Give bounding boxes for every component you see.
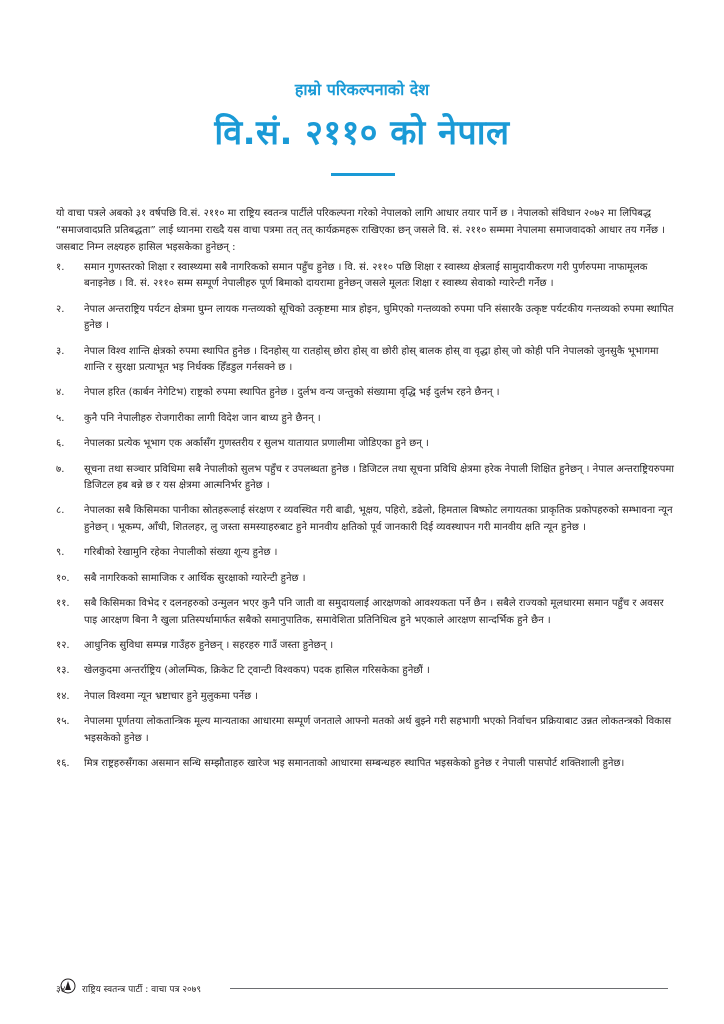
item-text: नेपाल अन्तराष्ट्रिय पर्यटन क्षेत्रमा घुम्न लायक गन्तव्यको सूचिको उत्कृष्टमा मात्र होइन, घुमिएको गन्तव्यको रुपमा पनि संसारकै उत्कृष्ट पर्यटकीय गन्तव्यको रुपमा स्थापित हुनेछ । bbox=[84, 303, 674, 332]
item-text: नेपालका प्रत्येक भूभाग एक अर्कासँग गुणस्तरीय र सुलभ यातायात प्रणालीमा जोडिएका हुने छन् । bbox=[84, 438, 429, 450]
page-title: वि.सं. २११० को नेपाल bbox=[214, 113, 510, 153]
item-number: ५. bbox=[56, 412, 65, 424]
item-number: ८. bbox=[56, 505, 65, 517]
list-item bbox=[56, 545, 676, 561]
item-text: गरिबीको रेखामुनि रहेका नेपालीको संख्या शून्य हुनेछ । bbox=[84, 547, 278, 559]
item-number: २. bbox=[56, 303, 65, 315]
item-number: १०. bbox=[56, 572, 70, 584]
item-number: १. bbox=[56, 262, 65, 273]
list-item bbox=[56, 571, 676, 587]
item-text: नेपाल विश्वमा न्यून भ्रष्टाचार हुने मुलुकमा पर्नेछ । bbox=[84, 690, 259, 702]
item-text: नेपाल हरित (कार्बन नेगेटिभ) राष्ट्रको रुपमा स्थापित हुनेछ । दुर्लभ वन्य जन्तुको संख्यामा वृद्धि भई दुर्लभ रहने छैनन् । bbox=[84, 387, 500, 399]
goals-list bbox=[56, 260, 676, 772]
item-number: ११. bbox=[56, 598, 70, 610]
item-text: नेपालमा पूर्णतया लोकतान्त्रिक मूल्य मान्यताका आधारमा सम्पूर्ण जनताले आफ्नो मतको अर्थ बुझ्ने गरी सहभागी भएको निर्वाचन प्रक्रियाबाट उन्नत लोकतन्त्रको विकास भइसकेको हुनेछ । bbox=[84, 716, 672, 744]
list-item bbox=[56, 663, 676, 679]
list-item bbox=[56, 689, 676, 705]
item-number: १६. bbox=[56, 757, 70, 769]
list-item bbox=[56, 260, 676, 293]
item-text: खेलकुदमा अन्तर्राष्ट्रिय (ओलम्पिक, क्रिकेट टि ट्वान्टी विश्वकप) पदक हासिल गरिसकेका हुनेछौं । bbox=[84, 665, 430, 677]
item-number: ९. bbox=[56, 547, 65, 559]
list-item bbox=[56, 411, 676, 427]
item-text: समान गुणस्तरको शिक्षा र स्वास्थ्यमा सबै नागरिकको समान पहुँच हुनेछ । वि. सं. २११० पछि शिक्षा र स्वास्थ्य क्षेत्रलाई सामुदायीकरण गरी पुर्णरुपमा नाफामूलक बनाइनेछ । वि. सं. २११० सम्म सम्पूर्ण नेपालीहरु पूर्ण बिमाको दायरामा हुनेछन् जसले मूलतः शिक्षा र स्वास्थ्य सेवाको ग्यारेन्टी गर्नेछ । bbox=[84, 262, 648, 290]
item-number: ६. bbox=[56, 438, 65, 450]
list-item bbox=[56, 756, 676, 772]
item-text: कुनै पनि नेपालीहरु रोजगारीका लागी विदेश जान बाध्य हुने छैनन् । bbox=[84, 412, 321, 424]
item-number: १२. bbox=[56, 639, 70, 651]
page-number: ३४ bbox=[56, 985, 66, 995]
footer-rule bbox=[230, 988, 668, 989]
title-underline bbox=[331, 173, 395, 176]
party-emblem-icon bbox=[60, 978, 76, 994]
item-text: नेपालका सबै किसिमका पानीका स्रोतहरूलाई संरक्षण र व्यवस्थित गरी बाढी, भूक्षय, पहिरो, डढेलो, हिमताल बिष्फोट लगायतका प्राकृतिक प्रकोपहरुको सम्भावना न्यून हुनेछन् । भूकम्प, आँधी, शितलहर, लु जस्ता समस्याहरुबाट हुने मानवीय क्षतिको पूर्व जानकारी दिई व्यवस्थापन गरी मानवीय क्षति न्यून हुनेछ । bbox=[84, 505, 673, 533]
list-item bbox=[56, 638, 676, 654]
item-text: आधुनिक सुविधा सम्पन्न गाउँहरु हुनेछन् । सहरहरु गाउँ जस्ता हुनेछन् । bbox=[84, 639, 334, 651]
list-item bbox=[56, 596, 676, 629]
list-item bbox=[56, 344, 676, 377]
item-number: ४. bbox=[56, 387, 65, 399]
item-number: १३. bbox=[56, 665, 70, 677]
list-item bbox=[56, 503, 676, 536]
item-number: १४. bbox=[56, 690, 70, 702]
item-text: सबै नागरिकको सामाजिक र आर्थिक सुरक्षाको ग्यारेन्टी हुनेछ । bbox=[84, 572, 306, 584]
item-text: सबै किसिमका विभेद र दलनहरुको उन्मुलन भएर कुनै पनि जाती वा समुदायलाई आरक्षणको आवश्यकता पर्ने छैन । सबैले राज्यको मूलधारमा समान पहुँच र अवसर पाइ आरक्षण बिना नै खुला प्रतिस्पर्धामार्फत सबैको समानुपातिक, समावेशिता प्रतिनिधित्व हुने भएकाले आरक्षण सान्दर्भिक हुने छैन । bbox=[84, 598, 664, 626]
list-item bbox=[56, 385, 676, 401]
list-item bbox=[56, 714, 676, 747]
item-number: १५. bbox=[56, 716, 70, 728]
page-subtitle: हाम्रो परिकल्पनाको देश bbox=[294, 80, 430, 99]
list-item bbox=[56, 436, 676, 452]
item-text: सूचना तथा सञ्चार प्रविधिमा सबै नेपालीको सुलभ पहुँच र उपलब्धता हुनेछ । डिजिटल तथा सूचना प्रविधि क्षेत्रमा हरेक नेपाली शिक्षित हुनेछन् । नेपाल अन्तराष्ट्रियरुपमा डिजिटल हब बन्ने छ र यस क्षेत्रमा आत्मनिर्भर हुनेछ । bbox=[84, 463, 674, 492]
footer-label: राष्ट्रिय स्वतन्त्र पार्टी : वाचा पत्र २०७९ bbox=[82, 985, 202, 995]
item-text: नेपाल विश्व शान्ति क्षेत्रको रुपमा स्थापित हुनेछ । दिनहोस् या रातहोस् छोरा होस् वा छोरी होस् बालक होस् वा वृद्धा होस् जो कोही पनि नेपालको जुनसुकै भूभागमा शान्ति र सुरक्षा प्रत्याभूत भइ निर्धक्क हिँडडुल गर्नसक्ने छ । bbox=[84, 345, 659, 374]
list-item bbox=[56, 462, 676, 495]
list-item bbox=[56, 302, 676, 335]
intro-paragraph: यो वाचा पत्रले अबको ३१ वर्षपछि वि.सं. २११० मा राष्ट्रिय स्वतन्त्र पार्टीले परिकल्पना गरेको नेपालको लागि आधार तयार पार्ने छ । नेपालको संविधान २०७२ मा लिपिबद्ध “समाजवादप्रति प्रतिबद्धता” लाई ध्यानमा राख्दै यस वाचा पत्रमा तत् तत् कार्यक्रमहरू राखिएका छन् जसले वि. सं. २११० सम्ममा नेपालमा समाजवादको आधार तय गर्नेछ । जसबाट निम्न लक्ष्यहरु हासिल भइसकेका हुनेछन् : bbox=[56, 208, 665, 253]
item-number: ३. bbox=[56, 345, 65, 357]
item-text: मित्र राष्ट्रहरुसँगका असमान सन्धि सम्झौताहरु खारेज भइ समानताको आधारमा सम्बन्धहरु स्थापित भइसकेको हुनेछ र नेपाली पासपोर्ट शक्तिशाली हुनेछ। bbox=[84, 757, 625, 769]
item-number: ७. bbox=[56, 463, 65, 475]
